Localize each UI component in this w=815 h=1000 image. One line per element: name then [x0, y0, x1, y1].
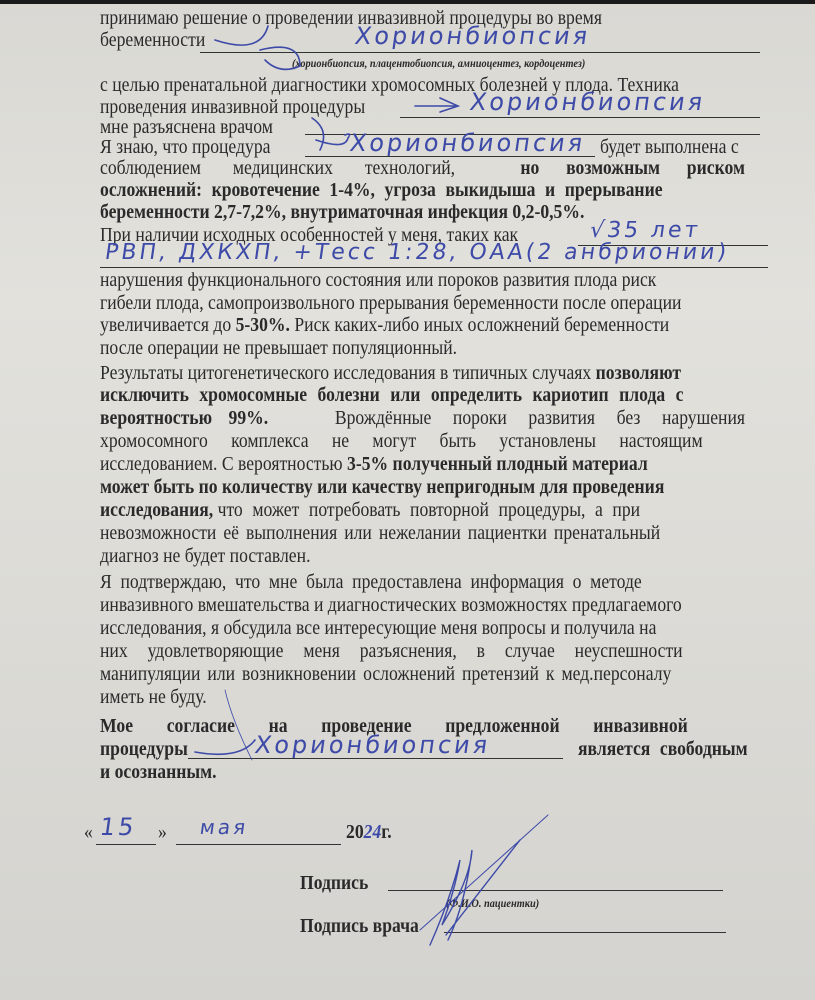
date-open-quote: «: [84, 821, 93, 843]
features-line-1: При наличии исходных особенностей у меня, таких как: [100, 224, 519, 246]
results-line-5: [100, 452, 648, 476]
results-line-6: может быть по количеству или качеству непригодным для проведения: [100, 476, 665, 498]
results-line-3: [100, 406, 745, 430]
risk-line-3: осложнений: кровотечение 1-4%, угроза выкидыша и прерывание: [100, 179, 663, 201]
risk-line-1-end: будет выполнена с: [600, 136, 739, 158]
risk-line-4: беременности 2,7-7,2%, внутриматочная инфекция 0,2-0,5%.: [100, 201, 585, 223]
features-line-4: [100, 313, 669, 337]
results-line-2: исключить хромосомные болезни или определить кариотип плода с: [100, 384, 684, 406]
intro-line-3: с целью пренатальной диагностики хромосомных болезней у плода. Техника: [100, 74, 679, 96]
text: увеличивается до: [100, 314, 232, 336]
text: Риск каких-либо иных осложнений беременности: [294, 314, 670, 336]
date-year: [346, 820, 392, 844]
risk-line-1-start: Я знаю, что процедура: [100, 136, 271, 158]
features-line-2: нарушения функционального состояния или пороков развития плода риск: [100, 269, 657, 291]
patient-signature-label: Подпись: [300, 872, 369, 894]
handwritten-year[interactable]: 24: [363, 821, 382, 843]
text: соблюдением медицинских технологий,: [100, 157, 456, 179]
patient-signature-line[interactable]: [388, 890, 723, 891]
handwritten-procedure-4[interactable]: Хорионбиопсия: [253, 731, 493, 759]
procedure-blank-line: [200, 52, 760, 53]
patient-signature: [430, 840, 520, 945]
bold-text: исследования,: [100, 499, 214, 521]
bold-text: позволяют: [595, 362, 682, 384]
confirmation-line-5: манипуляции или возникновении осложнений претензий к мед.персоналу: [100, 663, 672, 685]
bold-text: но возможным риском: [520, 157, 745, 179]
handwritten-procedure-2[interactable]: Хорионбиопсия: [468, 88, 708, 116]
features-line-3: гибели плода, самопроизвольного прерывания беременности после операции: [100, 292, 682, 314]
consent-line-1: Мое согласие на проведение предложенной инвазивной: [100, 715, 688, 737]
arrow-stroke-4: [316, 134, 349, 145]
confirmation-line-3: исследования, я обсудила все интересующие меня вопросы и получила на: [100, 617, 657, 639]
handwritten-date-day[interactable]: 15: [98, 813, 139, 841]
results-line-9: диагноз не будет поставлен.: [100, 545, 311, 567]
handwritten-age-note[interactable]: √35 лет: [588, 218, 703, 243]
procedure-options-hint: (хорионбиопсия, плацентобиопсия, амниоцентез, кордоцентез): [292, 56, 586, 70]
signature-tail: [420, 815, 548, 930]
intro-line-2-label: беременности: [100, 29, 206, 51]
bold-text: 3-5% полученный плодный материал: [347, 453, 648, 475]
arrow-stroke-5: [195, 740, 255, 754]
consent-line-3: и осознанным.: [100, 761, 217, 783]
features-line-5: после операции не превышает популяционный.: [100, 337, 458, 359]
doctor-signature-line[interactable]: [444, 932, 726, 933]
results-line-7: [100, 498, 640, 522]
consent-line-2-label: процедуры: [100, 738, 188, 760]
text: Врождённые пороки развития без нарушения: [334, 407, 745, 429]
results-line-4: хромосомного комплекса не могут быть установлены настоящим: [100, 430, 703, 452]
date-close-quote: »: [158, 821, 167, 843]
handwritten-conditions-note[interactable]: РВП, ДХКХП, +Тесс 1:28, ОАА(2 анбрионии): [103, 240, 731, 265]
text: что может потребовать повторной процедуры, а при: [217, 499, 641, 521]
handwritten-date-month[interactable]: мая: [198, 815, 251, 839]
doctor-signature-label: Подпись врача: [300, 915, 419, 937]
confirmation-line-1: Я подтверждаю, что мне была предоставлена информация о методе: [100, 571, 642, 593]
confirmation-line-4: них удовлетворяющие меня разъяснения, в случае неуспешности: [100, 640, 683, 662]
confirmation-line-6: иметь не буду.: [100, 686, 207, 708]
intro-line-5-label: мне разъяснена врачом: [100, 116, 273, 138]
consent-line-2-end: является свободным: [578, 738, 748, 760]
year-suffix: г.: [381, 821, 392, 843]
handwritten-procedure-1[interactable]: Хорионбиопсия: [353, 22, 593, 50]
arrow-stroke-2: [415, 98, 458, 112]
handwritten-procedure-3[interactable]: Хорионбиопсия: [348, 129, 588, 157]
results-line-1: [100, 361, 681, 385]
risk-line-2: [100, 156, 745, 180]
date-month-blank: [176, 844, 341, 845]
text: исследованием. С вероятностью: [100, 453, 343, 475]
intro-line-4-label: проведения инвазивной процедуры: [100, 96, 366, 118]
text: принимаю решение о проведении инвазивной процедуры во время: [100, 7, 602, 29]
patient-name-hint: (Ф.И.О. пациентки): [446, 896, 540, 910]
year-prefix: 20: [346, 821, 364, 843]
bold-percent: 5-30%.: [235, 314, 290, 336]
bold-text: вероятностью 99%.: [100, 407, 269, 429]
text: Результаты цитогенетического исследования в типичных случаях: [100, 362, 592, 384]
confirmation-line-2: инвазивного вмешательства и диагностических возможностях предлагаемого: [100, 594, 682, 616]
results-line-8: невозможности её выполнения или нежелании пациентки пренатальный: [100, 522, 661, 544]
date-day-blank: [96, 844, 156, 845]
technique-blank-line: [400, 117, 760, 118]
